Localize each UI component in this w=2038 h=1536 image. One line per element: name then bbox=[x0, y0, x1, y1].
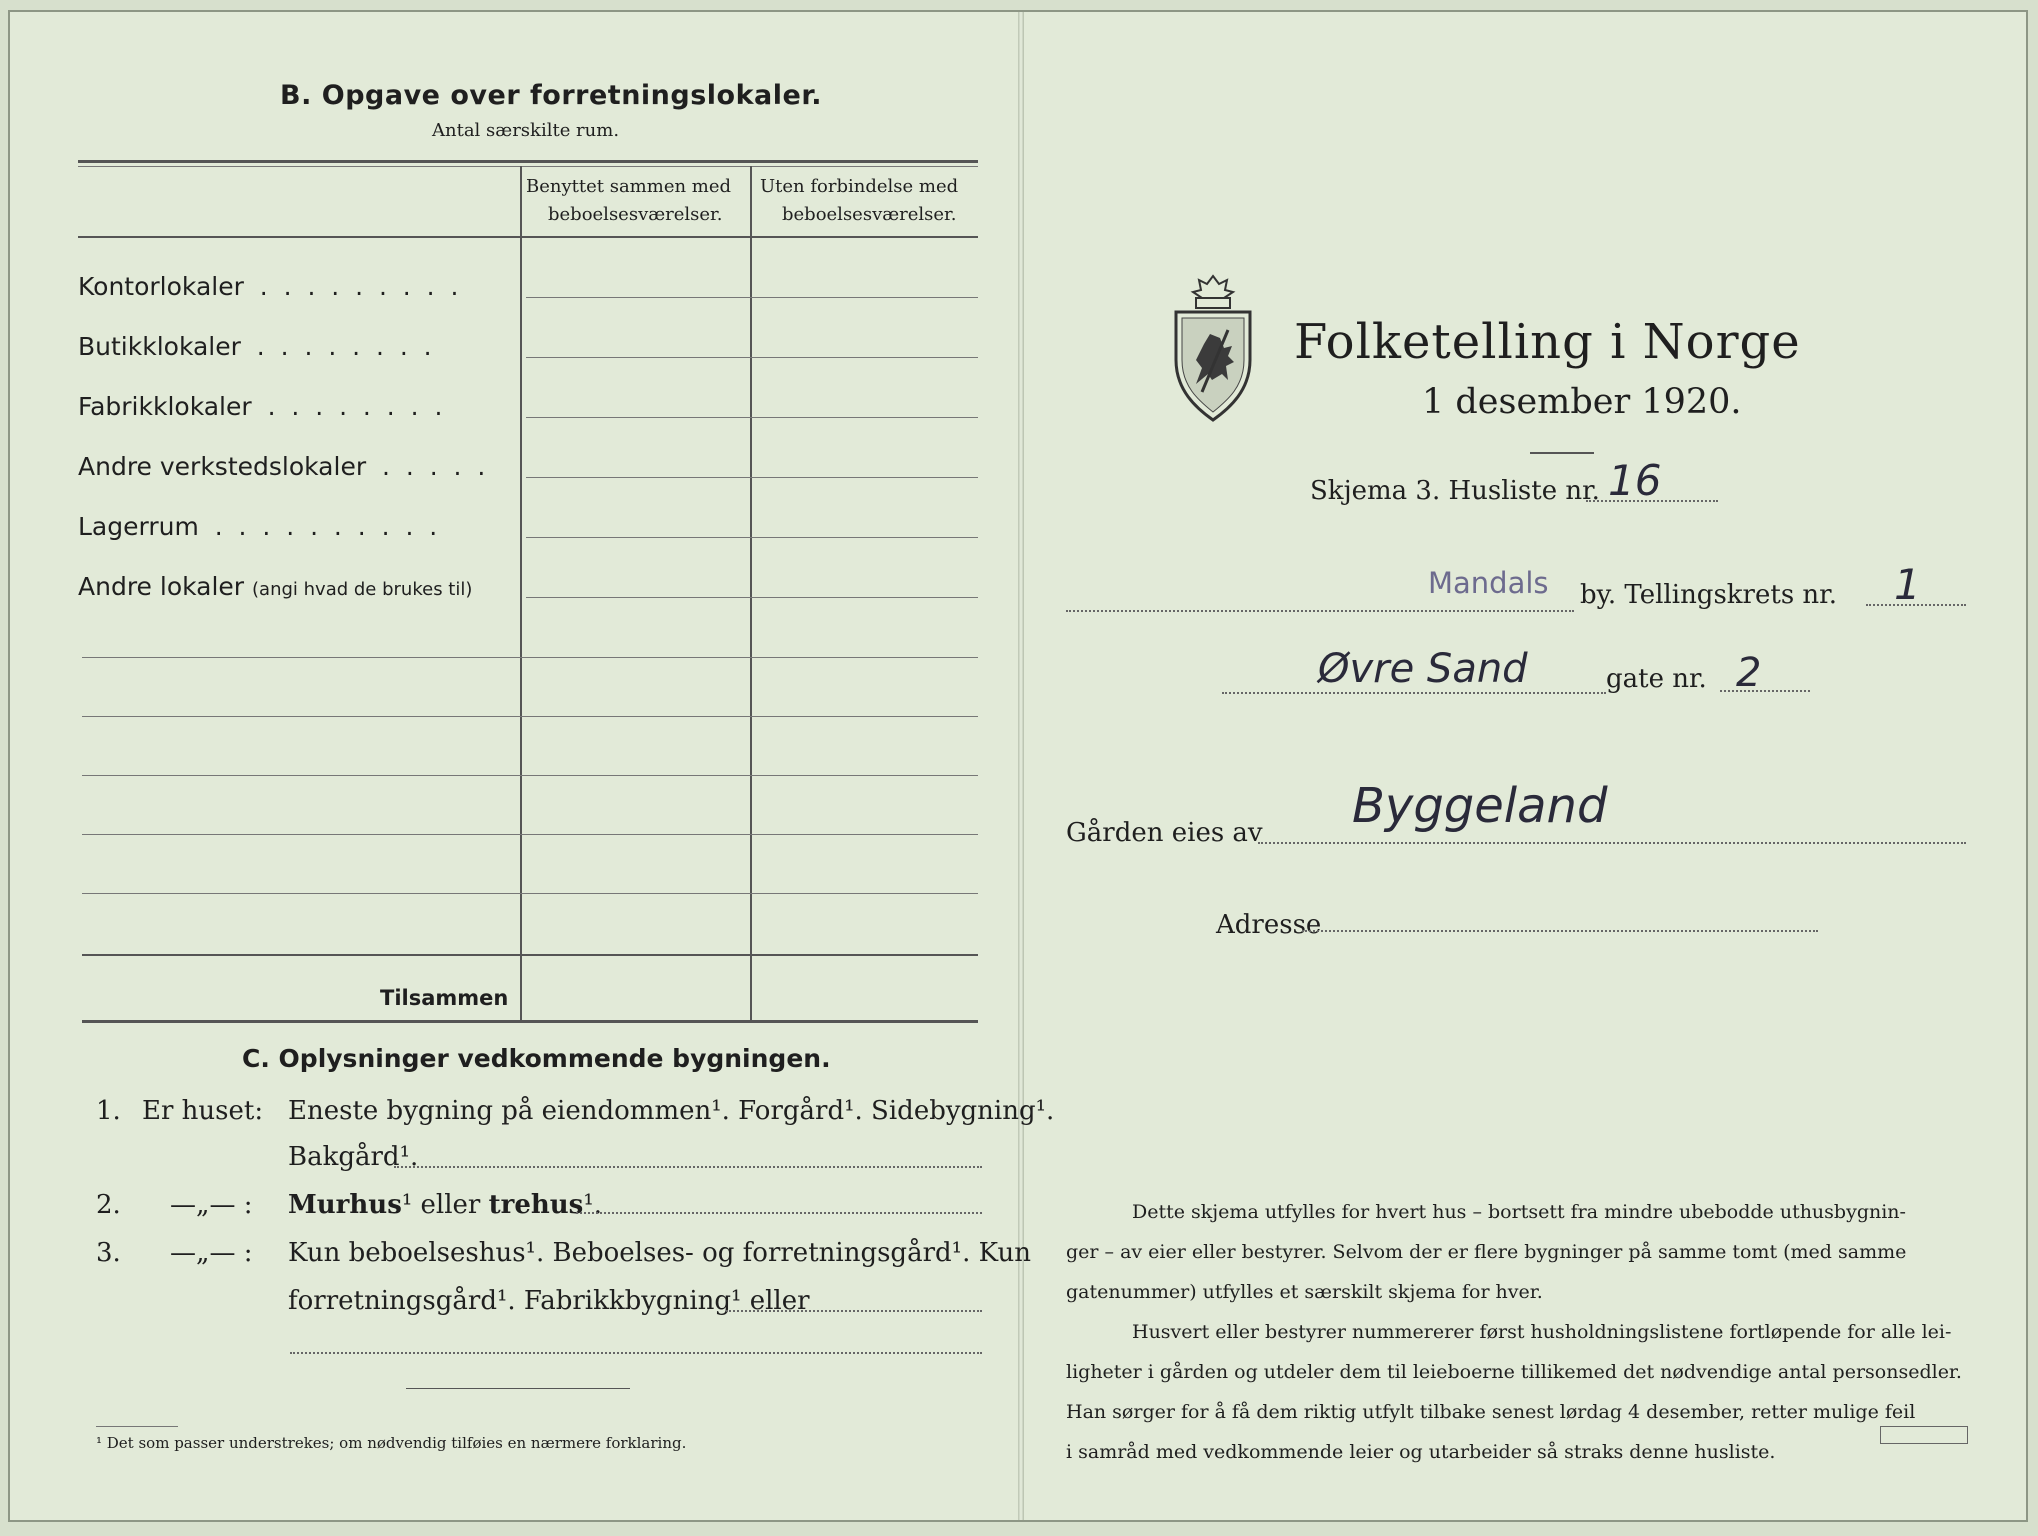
item1-fill-line bbox=[394, 1166, 982, 1168]
trehus-label: trehus bbox=[488, 1190, 584, 1220]
row-line bbox=[82, 716, 978, 717]
printer-mark bbox=[1880, 1426, 1968, 1444]
norway-coat-of-arms-icon bbox=[1168, 272, 1258, 424]
row-line bbox=[82, 657, 978, 658]
row-label-butikklokaler: Butikklokaler . . . . . . . . bbox=[78, 332, 432, 361]
gate-line bbox=[1720, 690, 1810, 692]
col1-header-line2: beboelsesværelser. bbox=[548, 204, 723, 225]
table-top-rule bbox=[78, 160, 978, 163]
item1-continuation: Bakgård¹. bbox=[288, 1142, 419, 1172]
document-title: Folketelling i Norge bbox=[1294, 314, 1801, 370]
col1-header-line1: Benyttet sammen med bbox=[526, 176, 732, 197]
item1-text: Eneste bygning på eiendommen¹. Forgård¹. Sidebygning¹. bbox=[288, 1096, 1055, 1126]
row-line bbox=[526, 477, 978, 478]
section-b-subtitle: Antal særskilte rum. bbox=[432, 120, 620, 141]
item2-lead: —„— : bbox=[170, 1190, 253, 1220]
street-value: Øvre Sand bbox=[1318, 646, 1528, 692]
row-line bbox=[526, 537, 978, 538]
row-line bbox=[526, 417, 978, 418]
section-b-title: B. Opgave over forretningslokaler. bbox=[280, 80, 823, 111]
item3-extra-line bbox=[290, 1352, 982, 1354]
tellingskrets-line bbox=[1866, 604, 1966, 606]
row-label-andre-lokaler: Andre lokaler (angi hvad de brukes til) bbox=[78, 572, 473, 601]
item2-fill-line bbox=[576, 1212, 982, 1214]
section-c-title: C. Oplysninger vedkommende bygningen. bbox=[242, 1044, 831, 1073]
town-stamp: Mandals bbox=[1428, 566, 1549, 600]
tellingskrets-value: 1 bbox=[1894, 560, 1921, 609]
census-date: 1 desember 1920. bbox=[1422, 382, 1742, 422]
item3-number: 3. bbox=[96, 1238, 121, 1268]
total-bottom-rule bbox=[82, 1020, 978, 1023]
col2-header-line2: beboelsesværelser. bbox=[782, 204, 957, 225]
instruction-paragraph-1: Dette skjema utfylles for hvert hus – bortsett fra mindre ubebodde uthusbygnin- ger – av eier eller bestyrer. Selvom der er flere bygninger på samme tomt (med samme gatenummer) utfylles et særskilt skjema for hver. bbox=[1066, 1201, 1907, 1303]
row-label-verkstedslokaler: Andre verkstedslokaler . . . . . bbox=[78, 452, 486, 481]
item3-text: Kun beboelseshus¹. Beboelses- og forretningsgård¹. Kun bbox=[288, 1238, 1031, 1268]
item2-number: 2. bbox=[96, 1190, 121, 1220]
row-line bbox=[82, 834, 978, 835]
header-bottom-rule bbox=[78, 236, 978, 238]
item3-lead: —„— : bbox=[170, 1238, 253, 1268]
instruction-paragraph-2: Husvert eller bestyrer nummererer først husholdningslistene fortløpende for alle lei- ligheter i gården og utdeler dem til leieboerne tillikemed det nødvendige antal personsedler. Han sørger for å få dem riktig utfylt tilbake senest lørdag 4 desember, retter mulige feil i samråd med vedkommende leier og utarbeider så straks denne husliste. bbox=[1066, 1321, 1962, 1463]
row-line bbox=[526, 357, 978, 358]
skjema-label: Skjema 3. Husliste nr. bbox=[1310, 476, 1600, 506]
address-label: Adresse bbox=[1216, 910, 1322, 940]
tellingskrets-label: by. Tellingskrets nr. bbox=[1580, 580, 1838, 610]
murhus-label: Murhus bbox=[288, 1190, 402, 1220]
row-label-kontorlokaler: Kontorlokaler . . . . . . . . . bbox=[78, 272, 459, 301]
address-line bbox=[1302, 930, 1818, 932]
gate-label: gate nr. bbox=[1606, 664, 1707, 694]
street-line bbox=[1222, 692, 1606, 694]
row-line bbox=[82, 893, 978, 894]
title-divider bbox=[1530, 452, 1594, 454]
item2-text: Murhus¹ eller trehus¹. bbox=[288, 1190, 603, 1220]
owner-value: Byggeland bbox=[1352, 778, 1608, 834]
col2-header-line1: Uten forbindelse med bbox=[760, 176, 959, 197]
page-fold bbox=[1018, 12, 1024, 1520]
item3-fill-line bbox=[726, 1310, 982, 1312]
husliste-number-value: 16 bbox=[1608, 456, 1662, 505]
andre-lokaler-note: (angi hvad de brukes til) bbox=[252, 579, 473, 600]
row-line bbox=[82, 775, 978, 776]
total-label: Tilsammen bbox=[380, 986, 509, 1010]
section-c-end-rule bbox=[406, 1388, 630, 1389]
footnote: ¹ Det som passer understrekes; om nødvendig tilføies en nærmere forklaring. bbox=[96, 1434, 687, 1452]
row-label-fabrikklokaler: Fabrikklokaler . . . . . . . . bbox=[78, 392, 443, 421]
owner-label: Gården eies av bbox=[1066, 818, 1263, 848]
gate-number-value: 2 bbox=[1736, 650, 1762, 696]
item1-number: 1. bbox=[96, 1096, 121, 1126]
item1-lead: Er huset: bbox=[142, 1096, 264, 1126]
item3-continuation: forretningsgård¹. Fabrikkbygning¹ eller bbox=[288, 1286, 810, 1316]
total-top-rule bbox=[82, 954, 978, 956]
row-line bbox=[526, 297, 978, 298]
owner-line bbox=[1258, 842, 1966, 844]
row-label-lagerrum: Lagerrum . . . . . . . . . . bbox=[78, 512, 438, 541]
table-top-rule-thin bbox=[78, 166, 978, 167]
husliste-line bbox=[1586, 500, 1718, 502]
town-line bbox=[1066, 610, 1574, 612]
row-line bbox=[526, 597, 978, 598]
footnote-rule bbox=[96, 1426, 178, 1427]
